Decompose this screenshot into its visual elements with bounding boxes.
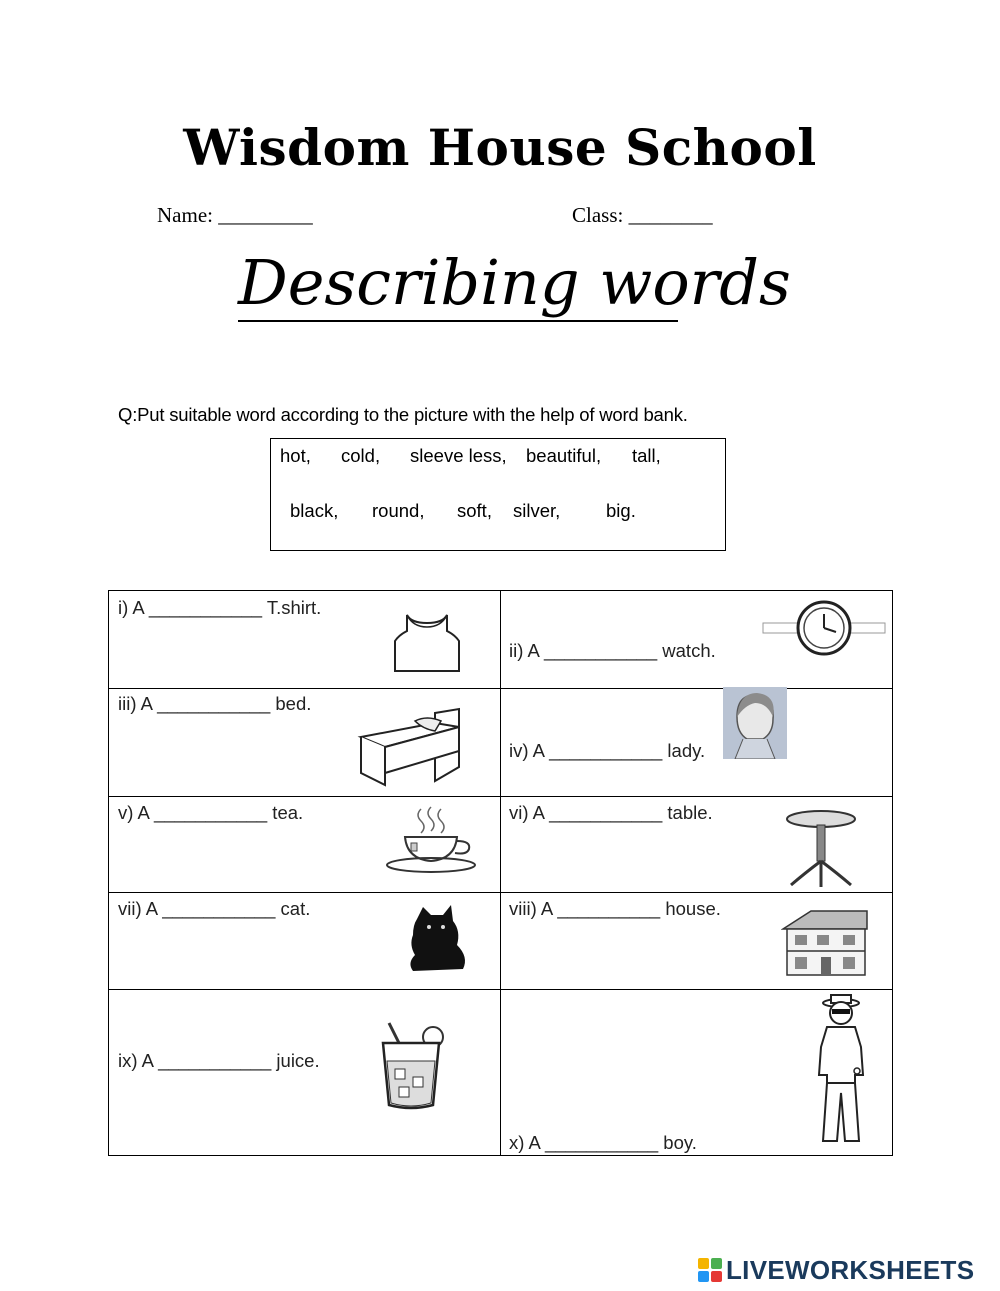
sleeveless-shirt-icon — [389, 611, 465, 679]
juice-glass-icon — [375, 1021, 451, 1113]
row-divider — [109, 989, 892, 990]
question-text: Q:Put suitable word according to the picture with the help of word bank. — [118, 404, 688, 425]
logo-mark-icon — [698, 1258, 722, 1282]
house-icon — [781, 907, 869, 979]
blank-item: viii) A __________ house. — [509, 898, 721, 919]
bed-icon — [355, 707, 463, 793]
word-bank-word: beautiful, — [526, 445, 602, 466]
blank-item: ii) A ___________ watch. — [509, 640, 716, 661]
black-cat-icon — [405, 905, 471, 975]
row-divider — [109, 796, 892, 797]
blank-item: i) A ___________ T.shirt. — [118, 597, 322, 618]
column-divider — [500, 591, 501, 1155]
tea-cup-icon — [383, 803, 479, 875]
school-title: Wisdom House School — [183, 118, 817, 177]
class-label: Class: ________ — [572, 203, 713, 227]
worksheet-subtitle: Describing words — [238, 252, 678, 322]
word-bank-word: hot, — [280, 445, 311, 466]
blank-item: iii) A ___________ bed. — [118, 693, 312, 714]
blank-item: ix) A ___________ juice. — [118, 1050, 320, 1071]
logo-square — [698, 1258, 709, 1269]
word-bank-word: black, — [290, 500, 339, 521]
blank-item: v) A ___________ tea. — [118, 802, 304, 823]
round-table-icon — [785, 809, 857, 891]
worksheet-table — [108, 590, 893, 1156]
blank-item: iv) A ___________ lady. — [509, 740, 706, 761]
logo-text: LIVEWORKSHEETS — [726, 1254, 975, 1285]
blank-item: vii) A ___________ cat. — [118, 898, 311, 919]
word-bank-word: silver, — [513, 500, 561, 521]
watch-icon — [759, 597, 889, 657]
word-bank-word: sleeve less, — [410, 445, 507, 466]
name-label: Name: _________ — [157, 203, 313, 227]
liveworksheets-logo — [698, 1255, 974, 1285]
word-bank-word: tall, — [632, 445, 661, 466]
blank-item: vi) A ___________ table. — [509, 802, 713, 823]
logo-square — [698, 1271, 709, 1282]
word-bank-word: cold, — [341, 445, 381, 466]
row-divider — [109, 892, 892, 893]
word-bank-word: round, — [372, 500, 425, 521]
logo-square — [711, 1271, 722, 1282]
word-bank — [270, 438, 726, 551]
logo-square — [711, 1258, 722, 1269]
boy-icon — [803, 993, 879, 1151]
word-bank-word: soft, — [457, 500, 492, 521]
lady-portrait-icon — [723, 687, 787, 759]
word-bank-word: big. — [606, 500, 636, 521]
blank-item: x) A ___________ boy. — [509, 1132, 697, 1153]
